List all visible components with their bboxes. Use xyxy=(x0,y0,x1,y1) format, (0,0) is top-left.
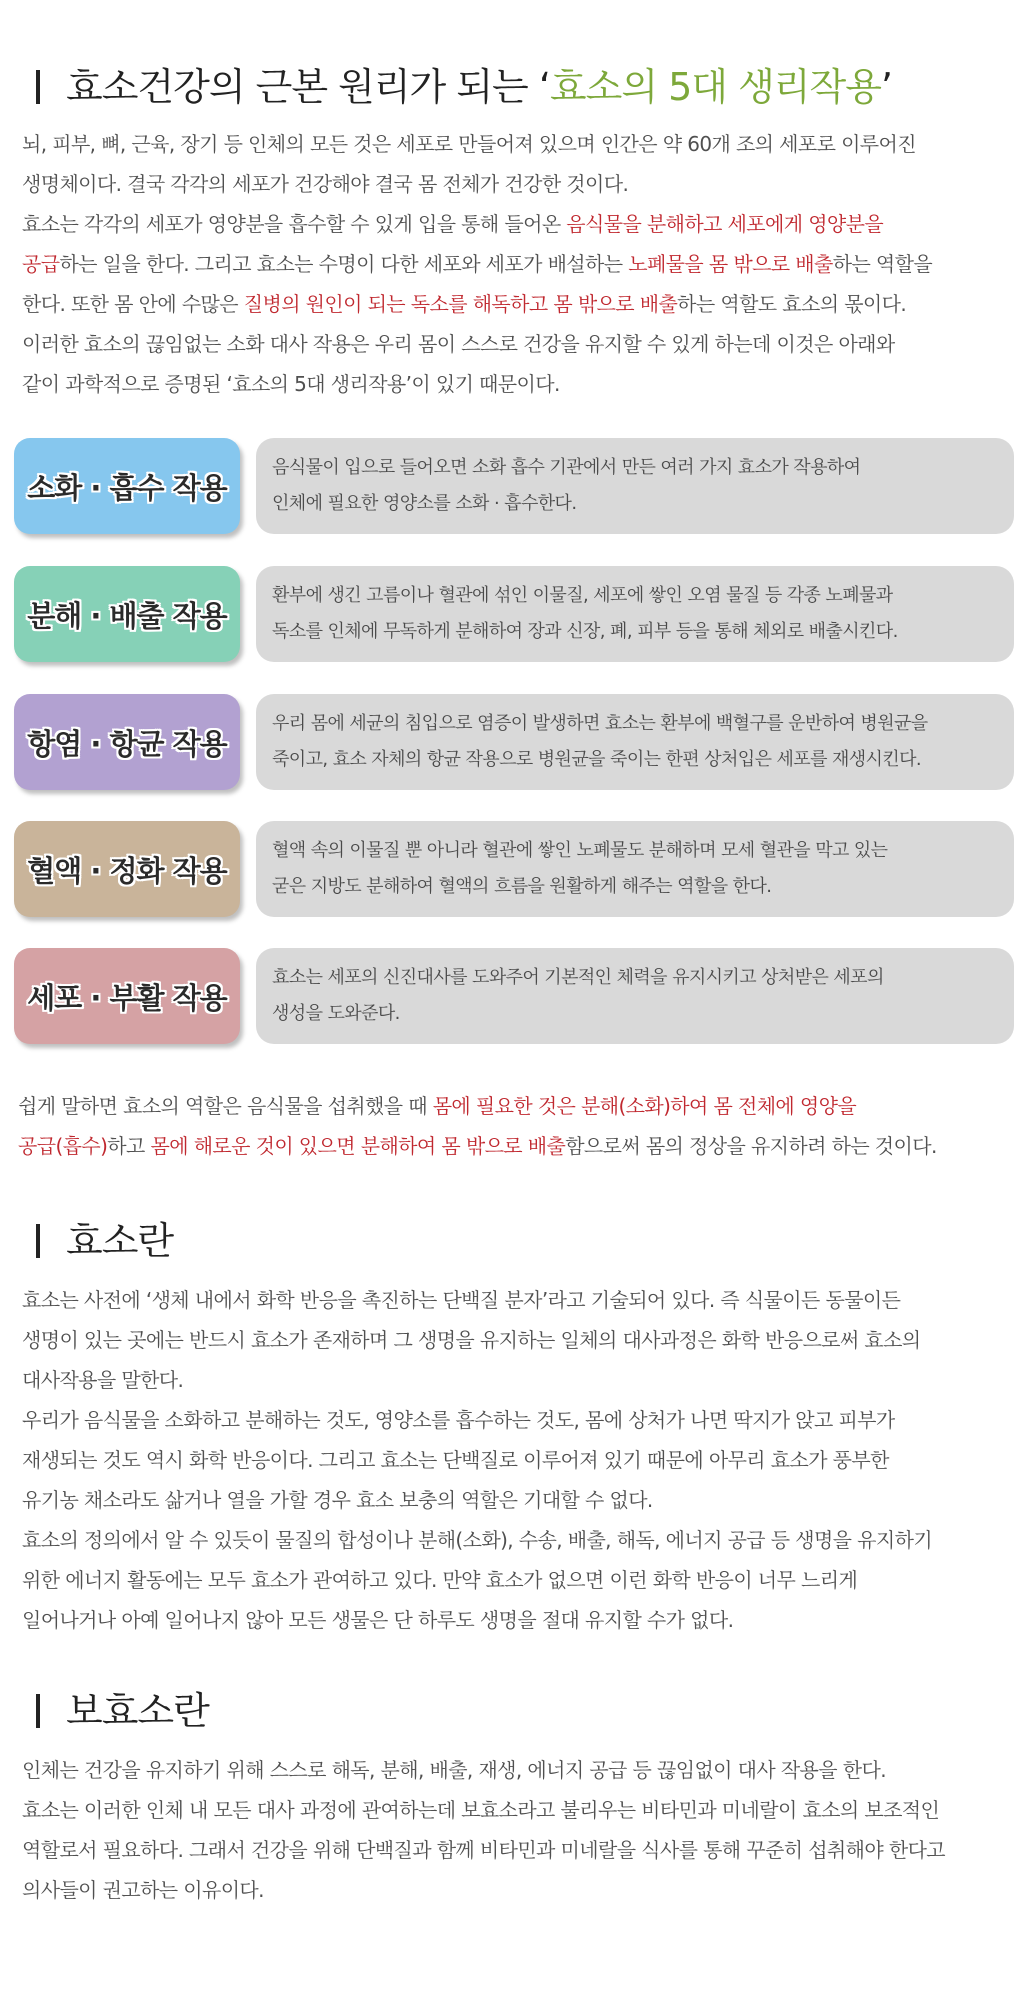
function-description xyxy=(256,694,1014,790)
summary-line xyxy=(18,1086,1008,1126)
paragraph-line: 재생되는 것도 역시 화학 반응이다. 그리고 효소는 단백질로 이루어져 있기 때문에 아무리 효소가 풍부한 xyxy=(22,1448,889,1472)
summary-paragraph xyxy=(18,1086,1008,1166)
function-row-digestion xyxy=(14,438,1014,534)
paragraph-line: 우리가 음식물을 소화하고 분해하는 것도, 영양소를 흡수하는 것도, 몸에 상처가 나면 딱지가 앉고 피부가 xyxy=(22,1408,895,1432)
paragraph-line: 대사작용을 말한다. xyxy=(22,1368,184,1392)
section2-title-text: 효소란 xyxy=(66,1219,174,1263)
title-bar-icon xyxy=(36,70,40,104)
text-span: 한다. 또한 몸 안에 수많은 xyxy=(22,292,244,316)
section-title-five-functions xyxy=(36,56,892,111)
text-span: 하는 일을 한다. 그리고 효소는 수명이 다한 세포와 세포가 배설하는 xyxy=(59,252,629,276)
paragraph-line: 효소의 정의에서 알 수 있듯이 물질의 합성이나 분해(소화), 수송, 배출, 해독, 에너지 공급 등 생명을 유지하기 xyxy=(22,1528,933,1552)
function-badge: 항염 · 항균 작용 xyxy=(14,694,240,790)
section-title-coenzyme xyxy=(36,1680,209,1735)
highlight-span: 몸에 해로운 것이 있으면 분해하여 몸 밖으로 배출 xyxy=(150,1134,566,1158)
paragraph-line: 위한 에너지 활동에는 모두 효소가 관여하고 있다. 만약 효소가 없으면 이런 화학 반응이 너무 느리게 xyxy=(22,1568,858,1592)
description-line: 음식물이 입으로 들어오면 소화 흡수 기관에서 만든 여러 가지 효소가 작용하여 xyxy=(272,457,861,478)
title-bar-icon xyxy=(36,1694,40,1728)
function-badge: 분해 · 배출 작용 xyxy=(14,566,240,662)
function-description xyxy=(256,948,1014,1044)
intro-line: 이러한 효소의 끊임없는 소화 대사 작용은 우리 몸이 스스로 건강을 유지할 수 있게 하는데 이것은 아래와 xyxy=(22,332,895,356)
highlight-span: 노폐물을 몸 밖으로 배출 xyxy=(628,252,833,276)
function-description xyxy=(256,566,1014,662)
paragraph-line: 역할로서 필요하다. 그래서 건강을 위해 단백질과 함께 비타민과 미네랄을 식사를 통해 꾸준히 섭취해야 한다고 xyxy=(22,1838,946,1862)
description-line: 환부에 생긴 고름이나 혈관에 섞인 이물질, 세포에 쌓인 오염 물질 등 각종 노폐물과 xyxy=(272,585,893,606)
paragraph-line: 유기농 채소라도 삶거나 열을 가할 경우 효소 보충의 역할은 기대할 수 없다. xyxy=(22,1488,653,1512)
section3-title-text: 보효소란 xyxy=(66,1689,209,1733)
paragraph-line: 의사들이 권고하는 이유이다. xyxy=(22,1878,264,1902)
text-span: 하고 xyxy=(107,1134,151,1158)
function-row-cell-regeneration xyxy=(14,948,1014,1044)
description-line: 독소를 인체에 무독하게 분해하여 장과 신장, 폐, 피부 등을 통해 체외로 배출시킨다. xyxy=(272,621,898,642)
text-span: 하는 역할을 xyxy=(832,252,933,276)
highlight-span: 몸에 필요한 것은 분해(소화)하여 몸 전체에 영양을 xyxy=(432,1094,857,1118)
paragraph-line: 일어나거나 아예 일어나지 않아 모든 생물은 단 하루도 생명을 절대 유지할 수가 없다. xyxy=(22,1608,734,1632)
text-span: 쉽게 말하면 효소의 역할은 음식물을 섭취했을 때 xyxy=(18,1094,433,1118)
section-title-enzyme xyxy=(36,1210,173,1265)
highlight-span: 질병의 원인이 되는 독소를 해독하고 몸 밖으로 배출 xyxy=(243,292,678,316)
paragraph-line: 생명이 있는 곳에는 반드시 효소가 존재하며 그 생명을 유지하는 일체의 대사과정은 화학 반응으로써 효소의 xyxy=(22,1328,921,1352)
function-badge: 세포 · 부활 작용 xyxy=(14,948,240,1044)
paragraph-line: 인체는 건강을 유지하기 위해 스스로 해독, 분해, 배출, 재생, 에너지 공급 등 끊임없이 대사 작용을 한다. xyxy=(22,1758,886,1782)
title-prefix: 효소건강의 근본 원리가 되는 ‘ xyxy=(66,65,550,109)
function-description xyxy=(256,438,1014,534)
function-badge: 혈액 · 정화 작용 xyxy=(14,821,240,917)
text-span: 함으로써 몸의 정상을 유지하려 하는 것이다. xyxy=(565,1134,937,1158)
intro-line: 생명체이다. 결국 각각의 세포가 건강해야 결국 몸 전체가 건강한 것이다. xyxy=(22,172,629,196)
function-row-blood-purification xyxy=(14,821,1014,917)
enzyme-paragraph xyxy=(22,1280,1012,1640)
highlight-span: 공급 xyxy=(22,252,60,276)
description-line: 효소는 세포의 신진대사를 도와주어 기본적인 체력을 유지시키고 상처받은 세포의 xyxy=(272,967,884,988)
highlight-span: 음식물을 분해하고 세포에게 영양분을 xyxy=(566,212,884,236)
description-line: 인체에 필요한 영양소를 소화 · 흡수한다. xyxy=(272,493,577,514)
function-description xyxy=(256,821,1014,917)
text-span: 하는 역할도 효소의 몫이다. xyxy=(677,292,907,316)
text-span: 효소는 각각의 세포가 영양분을 흡수할 수 있게 입을 통해 들어온 xyxy=(22,212,567,236)
paragraph-line: 효소는 사전에 ‘생체 내에서 화학 반응을 촉진하는 단백질 분자’라고 기술되어 있다. 즉 식물이든 동물이든 xyxy=(22,1288,901,1312)
highlight-span: 공급(흡수) xyxy=(18,1134,108,1158)
intro-line: 같이 과학적으로 증명된 ‘효소의 5대 생리작용’이 있기 때문이다. xyxy=(22,372,560,396)
coenzyme-paragraph xyxy=(22,1750,1012,1910)
description-line: 혈액 속의 이물질 뿐 아니라 혈관에 쌓인 노폐물도 분해하며 모세 혈관을 막고 있는 xyxy=(272,840,888,861)
function-row-decomposition xyxy=(14,566,1014,662)
title-suffix: ’ xyxy=(880,65,892,109)
intro-line xyxy=(22,284,1012,324)
function-badge: 소화 · 흡수 작용 xyxy=(14,438,240,534)
title-bar-icon xyxy=(36,1224,40,1258)
description-line: 생성을 도와준다. xyxy=(272,1003,400,1024)
intro-line: 뇌, 피부, 뼈, 근육, 장기 등 인체의 모든 것은 세포로 만들어져 있으며 인간은 약 60개 조의 세포로 이루어진 xyxy=(22,132,916,156)
description-line: 죽이고, 효소 자체의 항균 작용으로 병원균을 죽이는 한편 상처입은 세포를 재생시킨다. xyxy=(272,749,922,770)
paragraph-line: 효소는 이러한 인체 내 모든 대사 과정에 관여하는데 보효소라고 불리우는 비타민과 미네랄이 효소의 보조적인 xyxy=(22,1798,940,1822)
intro-paragraph xyxy=(22,124,1012,404)
description-line: 우리 몸에 세균의 침입으로 염증이 발생하면 효소는 환부에 백혈구를 운반하여 병원균을 xyxy=(272,713,928,734)
intro-line xyxy=(22,204,1012,244)
summary-line xyxy=(18,1126,1008,1166)
function-row-antibacterial xyxy=(14,694,1014,790)
intro-line xyxy=(22,244,1012,284)
description-line: 굳은 지방도 분해하여 혈액의 흐름을 원활하게 해주는 역할을 한다. xyxy=(272,876,772,897)
title-highlight: 효소의 5대 생리작용 xyxy=(549,65,881,109)
